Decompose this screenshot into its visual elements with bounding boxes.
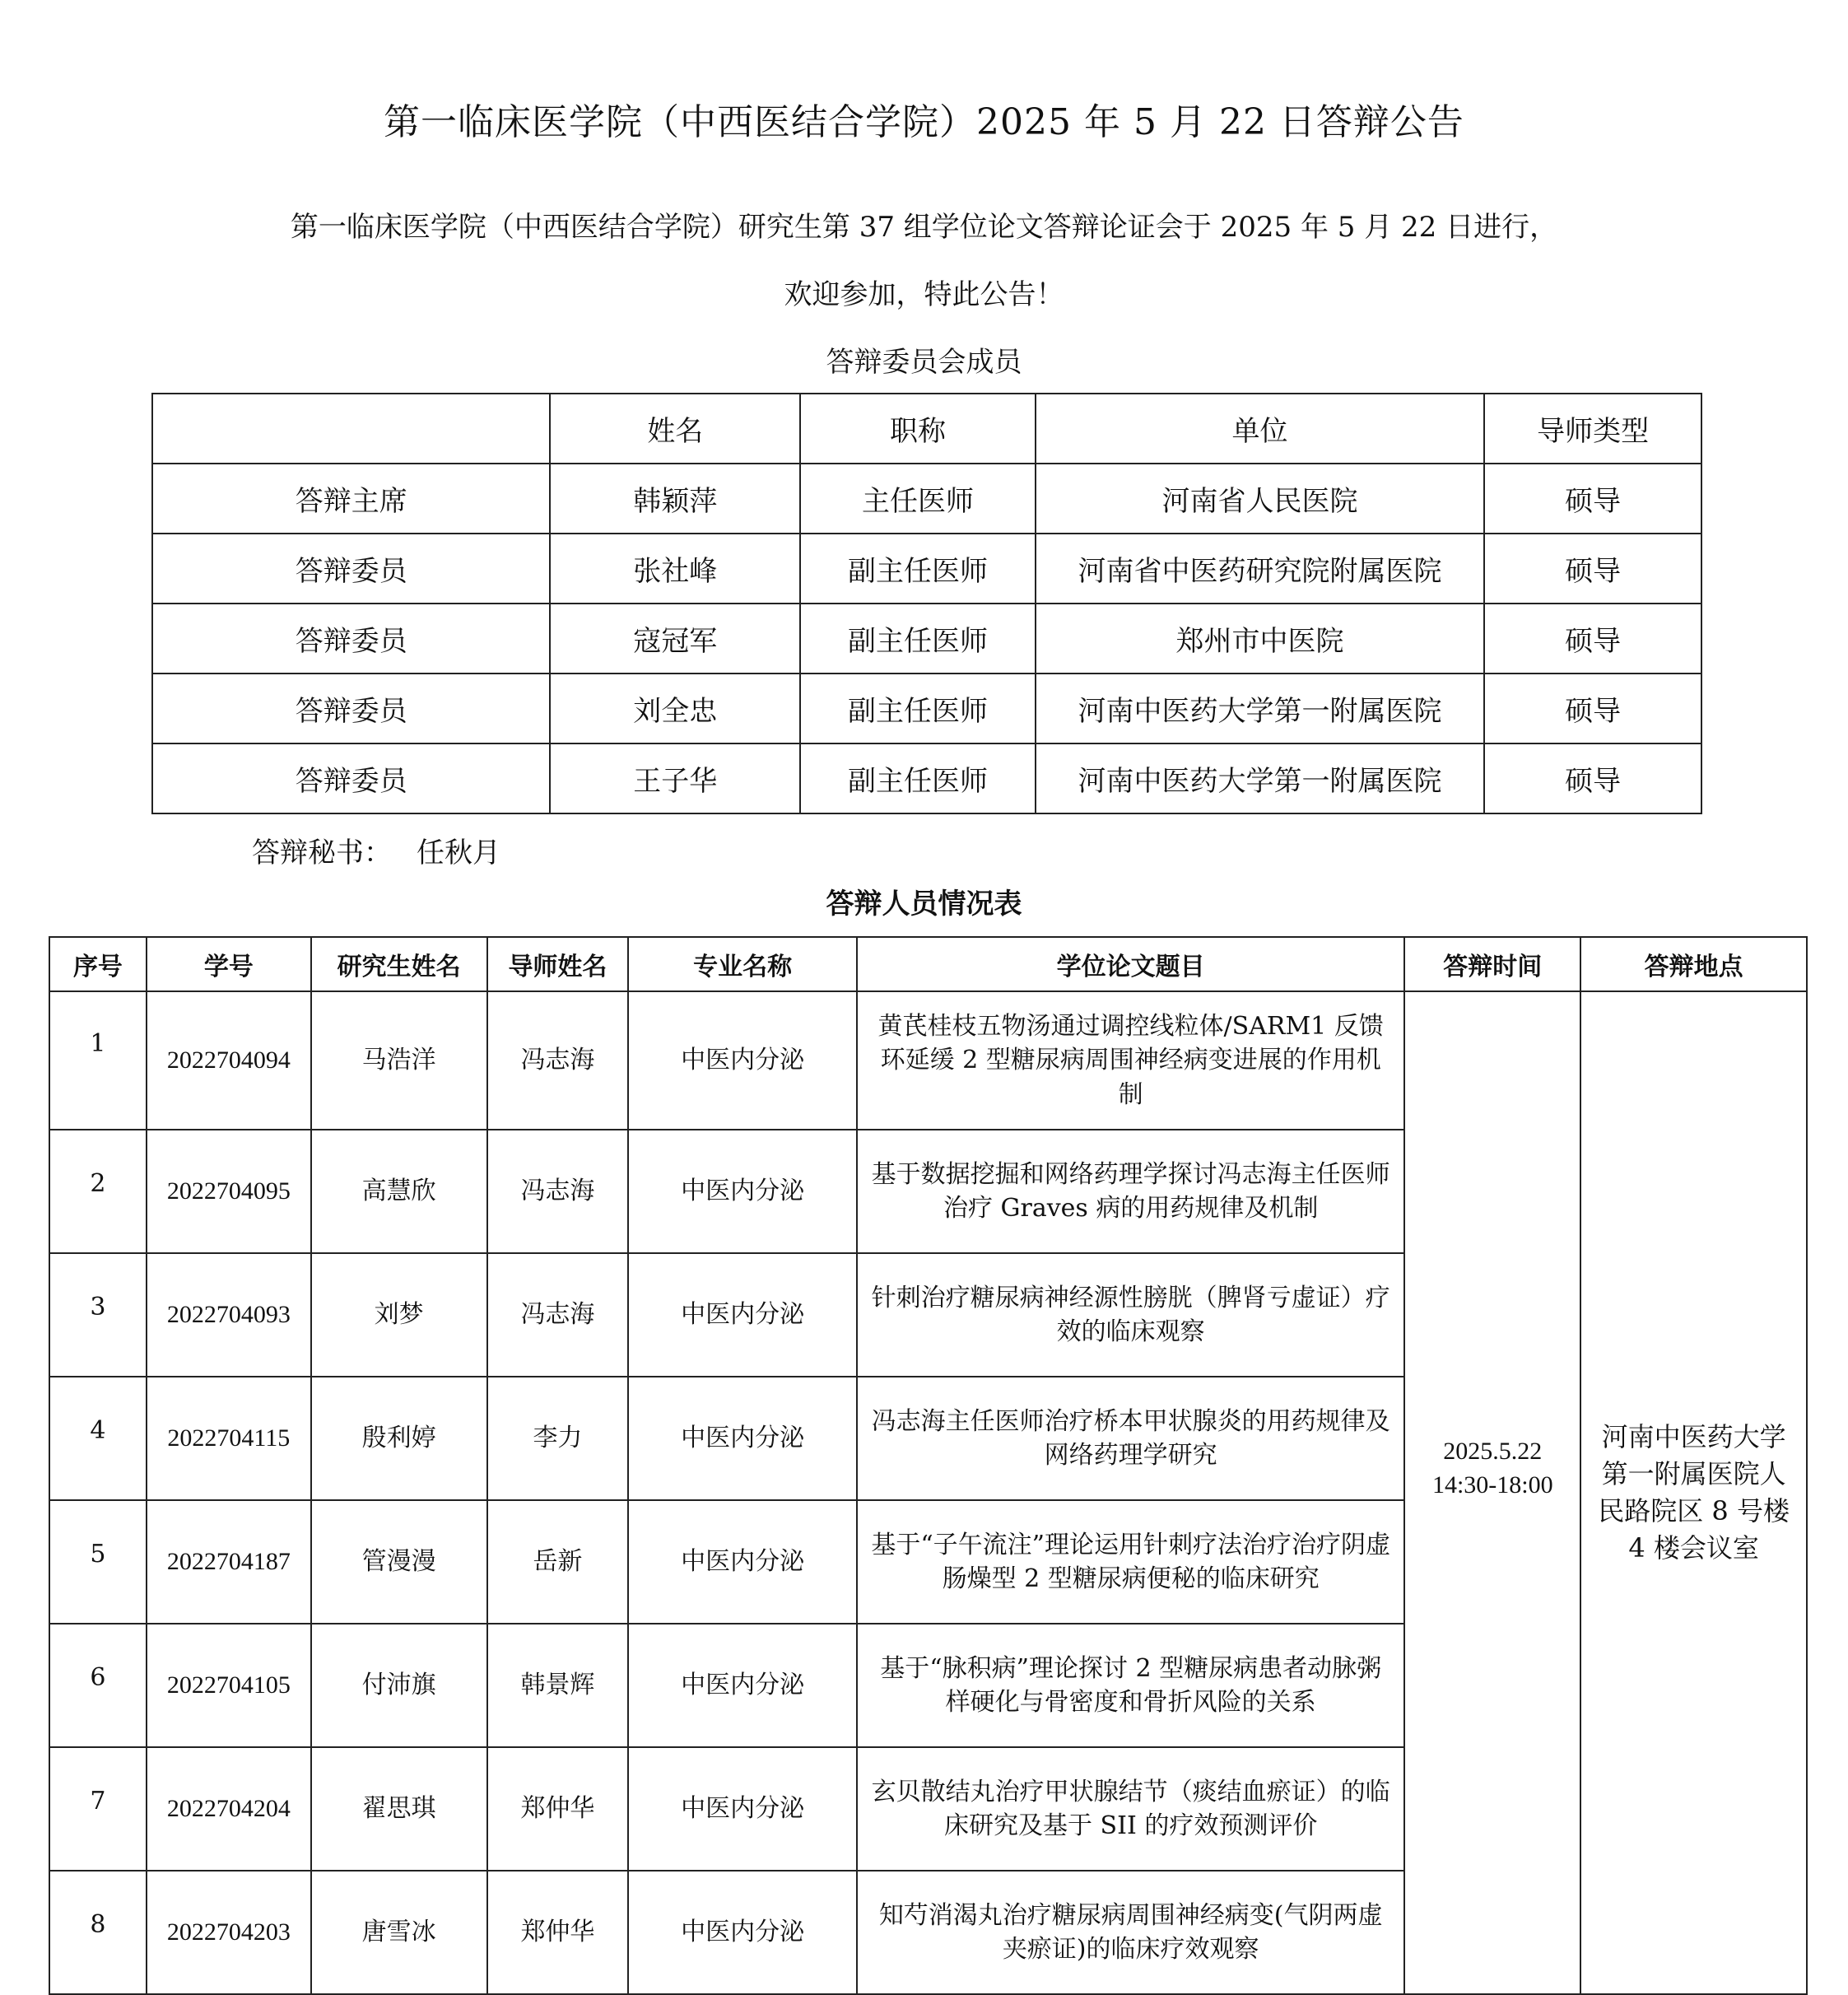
defense-cell-advisor: 冯志海 (487, 1130, 629, 1253)
committee-cell-name: 张社峰 (550, 534, 800, 604)
committee-header-role (152, 394, 550, 464)
committee-cell-type: 硕导 (1484, 464, 1701, 534)
defense-cell-topic: 基于“子午流注”理论运用针刺疗法治疗治疗阴虚肠燥型 2 型糖尿病便秘的临床研究 (857, 1500, 1404, 1624)
committee-cell-unit: 河南省中医药研究院附属医院 (1036, 534, 1484, 604)
defense-cell-student: 高慧欣 (311, 1130, 487, 1253)
committee-cell-role: 答辩委员 (152, 743, 550, 813)
defense-cell-id: 2022704093 (147, 1253, 311, 1377)
defense-cell-seq: 7 (49, 1747, 147, 1871)
committee-cell-name: 韩颖萍 (550, 464, 800, 534)
defense-cell-advisor: 郑仲华 (487, 1747, 629, 1871)
committee-cell-role: 答辩委员 (152, 674, 550, 743)
committee-row (152, 464, 1701, 534)
defense-cell-major: 中医内分泌 (628, 1871, 857, 1994)
committee-table (151, 393, 1702, 814)
defense-table (49, 936, 1808, 1995)
secretary-label: 答辩秘书： (252, 837, 392, 869)
committee-cell-unit: 郑州市中医院 (1036, 604, 1484, 674)
committee-cell-type: 硕导 (1484, 743, 1701, 813)
committee-header-type: 导师类型 (1484, 394, 1701, 464)
defense-cell-major: 中医内分泌 (628, 1253, 857, 1377)
committee-cell-title: 副主任医师 (800, 534, 1036, 604)
defense-row (49, 991, 1807, 1130)
committee-cell-type: 硕导 (1484, 604, 1701, 674)
defense-time-range: 14:30-18:00 (1431, 1471, 1553, 1499)
committee-cell-role: 答辩委员 (152, 534, 550, 604)
defense-cell-id: 2022704204 (147, 1747, 311, 1871)
committee-row (152, 743, 1701, 813)
secretary-name: 任秋月 (417, 837, 500, 869)
defense-cell-student: 翟思琪 (311, 1747, 487, 1871)
committee-header-row (152, 394, 1701, 464)
committee-cell-title: 副主任医师 (800, 604, 1036, 674)
defense-cell-major: 中医内分泌 (628, 991, 857, 1130)
defense-cell-topic: 基于数据挖掘和网络药理学探讨冯志海主任医师治疗 Graves 病的用药规律及机制 (857, 1130, 1404, 1253)
committee-header-title: 职称 (800, 394, 1036, 464)
defense-cell-advisor: 岳新 (487, 1500, 629, 1624)
defense-time-cell (1404, 991, 1580, 1994)
defense-cell-student: 马浩洋 (311, 991, 487, 1130)
defense-header-seq: 序号 (49, 937, 147, 991)
defense-cell-id: 2022704094 (147, 991, 311, 1130)
defense-header-advisor: 导师姓名 (487, 937, 629, 991)
defense-cell-seq: 4 (49, 1377, 147, 1500)
defense-cell-advisor: 郑仲华 (487, 1871, 629, 1994)
defense-header-id: 学号 (147, 937, 311, 991)
committee-cell-type: 硕导 (1484, 534, 1701, 604)
defense-date: 2025.5.22 (1443, 1437, 1543, 1465)
committee-row (152, 674, 1701, 743)
defense-cell-seq: 2 (49, 1130, 147, 1253)
defense-cell-topic: 针刺治疗糖尿病神经源性膀胱（脾肾亏虚证）疗效的临床观察 (857, 1253, 1404, 1377)
defense-header-row (49, 937, 1807, 991)
defense-cell-student: 刘梦 (311, 1253, 487, 1377)
defense-cell-id: 2022704095 (147, 1130, 311, 1253)
defense-cell-student: 付沛旗 (311, 1624, 487, 1747)
defense-cell-topic: 玄贝散结丸治疗甲状腺结节（痰结血瘀证）的临床研究及基于 SII 的疗效预测评价 (857, 1747, 1404, 1871)
defense-cell-advisor: 冯志海 (487, 991, 629, 1130)
defense-place: 河南中医药大学第一附属医院人民路院区 8 号楼 4 楼会议室 (1598, 1421, 1790, 1564)
defense-cell-topic: 冯志海主任医师治疗桥本甲状腺炎的用药规律及网络药理学研究 (857, 1377, 1404, 1500)
defense-cell-major: 中医内分泌 (628, 1624, 857, 1747)
defense-cell-major: 中医内分泌 (628, 1747, 857, 1871)
committee-row (152, 534, 1701, 604)
defense-caption: 答辩人员情况表 (826, 888, 1022, 921)
committee-cell-unit: 河南省人民医院 (1036, 464, 1484, 534)
defense-cell-seq: 1 (49, 991, 147, 1130)
defense-cell-advisor: 韩景辉 (487, 1624, 629, 1747)
defense-cell-major: 中医内分泌 (628, 1377, 857, 1500)
committee-row (152, 604, 1701, 674)
committee-cell-name: 寇冠军 (550, 604, 800, 674)
defense-header-student: 研究生姓名 (311, 937, 487, 991)
defense-cell-id: 2022704187 (147, 1500, 311, 1624)
committee-cell-name: 刘全忠 (550, 674, 800, 743)
committee-cell-unit: 河南中医药大学第一附属医院 (1036, 674, 1484, 743)
secretary-line (252, 830, 500, 870)
committee-cell-title: 副主任医师 (800, 743, 1036, 813)
defense-cell-seq: 6 (49, 1624, 147, 1747)
defense-place-cell (1580, 991, 1807, 1994)
defense-cell-student: 管漫漫 (311, 1500, 487, 1624)
defense-cell-topic: 基于“脉积病”理论探讨 2 型糖尿病患者动脉粥样硬化与骨密度和骨折风险的关系 (857, 1624, 1404, 1747)
defense-cell-id: 2022704115 (147, 1377, 311, 1500)
defense-cell-advisor: 李力 (487, 1377, 629, 1500)
committee-cell-type: 硕导 (1484, 674, 1701, 743)
defense-cell-seq: 3 (49, 1253, 147, 1377)
page-title: 第一临床医学院（中西医结合学院）2025 年 5 月 22 日答辩公告 (384, 101, 1464, 143)
defense-cell-topic: 黄芪桂枝五物汤通过调控线粒体/SARM1 反馈环延缓 2 型糖尿病周围神经病变进展的作用机制 (857, 991, 1404, 1130)
defense-cell-student: 殷利婷 (311, 1377, 487, 1500)
defense-header-place: 答辩地点 (1580, 937, 1807, 991)
defense-header-major: 专业名称 (628, 937, 857, 991)
committee-cell-name: 王子华 (550, 743, 800, 813)
defense-cell-student: 唐雪冰 (311, 1871, 487, 1994)
committee-header-unit: 单位 (1036, 394, 1484, 464)
committee-cell-role: 答辩主席 (152, 464, 550, 534)
defense-header-time: 答辩时间 (1404, 937, 1580, 991)
defense-cell-id: 2022704203 (147, 1871, 311, 1994)
defense-cell-id: 2022704105 (147, 1624, 311, 1747)
defense-cell-seq: 5 (49, 1500, 147, 1624)
defense-header-topic: 学位论文题目 (857, 937, 1404, 991)
committee-cell-role: 答辩委员 (152, 604, 550, 674)
committee-cell-title: 副主任医师 (800, 674, 1036, 743)
committee-cell-title: 主任医师 (800, 464, 1036, 534)
defense-cell-major: 中医内分泌 (628, 1130, 857, 1253)
defense-cell-advisor: 冯志海 (487, 1253, 629, 1377)
defense-cell-seq: 8 (49, 1871, 147, 1994)
intro-line-1: 第一临床医学院（中西医结合学院）研究生第 37 组学位论文答辩论证会于 2025 年 5 月 22 日进行， (290, 211, 1558, 244)
defense-cell-major: 中医内分泌 (628, 1500, 857, 1624)
defense-cell-topic: 知芍消渴丸治疗糖尿病周围神经病变(气阴两虚夹瘀证)的临床疗效观察 (857, 1871, 1404, 1994)
intro-line-2: 欢迎参加，特此公告！ (784, 278, 1064, 311)
committee-caption: 答辩委员会成员 (826, 346, 1022, 379)
committee-cell-unit: 河南中医药大学第一附属医院 (1036, 743, 1484, 813)
committee-header-name: 姓名 (550, 394, 800, 464)
